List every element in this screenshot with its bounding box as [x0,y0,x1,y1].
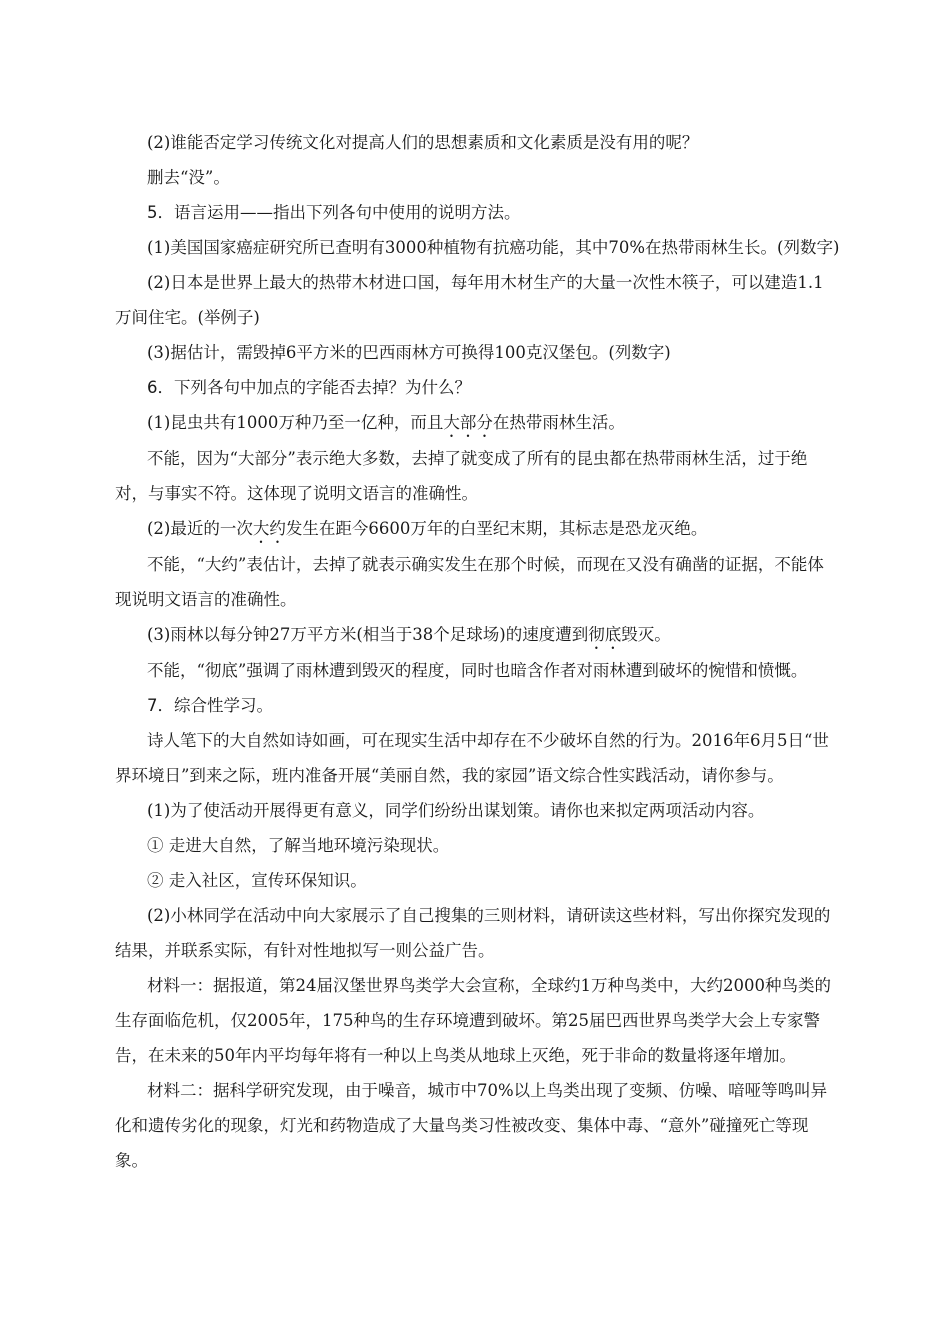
question-text: 综合性学习。 [174,696,273,715]
text-segment: (3)雨林以每分钟27万平方米(相当于38个足球场)的速度遭到 [147,625,589,644]
question-heading [115,688,840,723]
answer-line: ② 走入社区，宣传环保知识。 [147,871,367,890]
question-text: 语言运用——指出下列各句中使用的说明方法。 [174,203,521,222]
answer-line: 删去“没”。 [147,168,230,187]
question-heading [115,370,840,405]
answer-line: 不能，“彻底”强调了雨林遭到毁灭的程度，同时也暗含作者对雨林遭到破坏的惋惜和愤慨。 [147,661,808,680]
text-line: (1)美国国家癌症研究所已查明有3000种植物有抗癌功能，其中70%在热带雨林生长。(列数字) [147,238,840,257]
text-line: (2)谁能否定学习传统文化对提高人们的思想素质和文化素质是没有用的呢？ [147,133,699,152]
document-page [115,125,840,1178]
text-line: (2)小林同学在活动中向大家展示了自己搜集的三则材料，请研读这些材料，写出你探究发现的结果，并联系实际，有针对性地拟写一则公益广告。 [115,906,831,960]
text-segment: (2)最近的一次 [147,519,253,538]
question-heading [115,195,840,230]
text-line [115,617,840,653]
emphasized-word: 大约 [252,519,286,538]
text-line: (3)据估计，需毁掉6平方米的巴西雨林方可换得100克汉堡包。(列数字) [147,343,671,362]
answer-line: 不能，因为“大部分”表示绝大多数，去掉了就变成了所有的昆虫都在热带雨林生活，过于绝对，与事实不符。这体现了说明文语言的准确性。 [115,449,808,503]
emphasized-word: 彻底 [588,625,622,644]
answer-line: 不能，“大约”表估计，去掉了就表示确实发生在那个时候，而现在又没有确凿的证据，不能体现说明文语言的准确性。 [115,555,824,609]
text-segment: 毁灭。 [621,625,671,644]
answer-line: ① 走进大自然，了解当地环境污染现状。 [147,836,450,855]
material-paragraph: 材料一：据报道，第24届汉堡世界鸟类学大会宣称，全球约1万种鸟类中，大约2000种鸟类的生存面临危机，仅2005年，175种鸟的生存环境遭到破坏。第25届巴西世界鸟类学大会上专家警告，在未来的50年内平均每年将有一种以上鸟类从地球上灭绝，死于非命的数量将逐年增加。 [115,976,831,1065]
material-paragraph: 材料二：据科学研究发现，由于噪音，城市中70%以上鸟类出现了变频、仿噪、喑哑等鸣叫异化和遗传劣化的现象，灯光和药物造成了大量鸟类习性被改变、集体中毒、“意外”碰撞死亡等现象。 [115,1081,828,1170]
text-line [115,511,840,547]
question-number: 6． [147,378,174,397]
text-segment: 发生在距今6600万年的白垩纪末期，其标志是恐龙灭绝。 [285,519,708,538]
question-number: 5． [147,203,174,222]
question-number: 7． [147,696,174,715]
text-segment: 在热带雨林生活。 [492,413,625,432]
emphasized-word: 大部分 [443,413,493,432]
text-line: (1)为了使活动开展得更有意义，同学们纷纷出谋划策。请你也来拟定两项活动内容。 [147,801,765,820]
text-line: (2)日本是世界上最大的热带木材进口国，每年用木材生产的大量一次性木筷子，可以建造1.1万间住宅。(举例子) [115,273,824,327]
text-line [115,405,840,441]
question-text: 下列各句中加点的字能否去掉？为什么？ [174,378,471,397]
text-line: 诗人笔下的大自然如诗如画，可在现实生活中却存在不少破坏自然的行为。2016年6月5日“世界环境日”到来之际，班内准备开展“美丽自然，我的家园”语文综合性实践活动，请你参与。 [115,731,829,785]
text-segment: (1)昆虫共有1000万种乃至一亿种，而且 [147,413,444,432]
